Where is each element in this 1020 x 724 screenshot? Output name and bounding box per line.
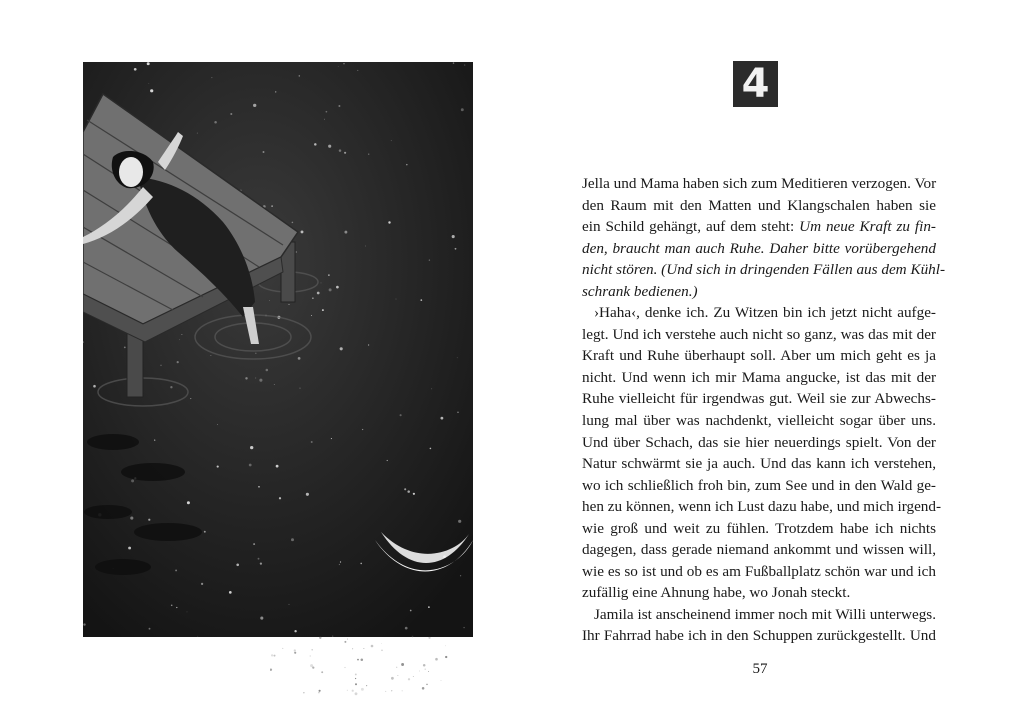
text-line: Kraft und Ruhe überhaupt soll. Aber um mich geht es ja	[582, 347, 936, 365]
text-line: wie es so ist und ob es am Fußballplatz schön war und ich	[582, 562, 936, 580]
text-line: zufällig eine Ahnung habe, wo Jonah steckt.	[582, 584, 851, 602]
page-number: 57	[752, 661, 768, 677]
chapter-number: 4	[733, 61, 778, 107]
text-line: dagegen, dass gerade niemand ankommt und wissen will,	[582, 541, 936, 559]
text-line: schrank bedienen.)	[582, 282, 698, 300]
text-line: wo ich schließlich froh bin, zum See und in den Wald ge-	[582, 476, 936, 494]
text-line: lung mal über was nachdenkt, vielleicht sogar über uns.	[582, 412, 936, 430]
paragraph	[582, 173, 946, 302]
text-line: Ruhe vielleicht für irgendwas gut. Weil sie zur Abwechs-	[582, 390, 936, 408]
text-line: den, braucht man auch Ruhe. Daher bitte vorübergehend	[582, 239, 936, 257]
text-line: Jella und Mama haben sich zum Meditieren verzogen. Vor	[582, 175, 937, 192]
text-line: ›Haha‹, denke ich. Zu Witzen bin ich jetzt nicht aufge-	[594, 304, 936, 322]
text-line: nicht. Und wenn ich mir Mama angucke, ist das mit der	[582, 368, 936, 386]
text-line: wie groß und weit zu fühlen. Trotzdem habe ich nichts	[582, 519, 936, 537]
text-line: den Raum mit den Matten und Klangschalen haben sie	[582, 196, 936, 214]
paragraph	[582, 302, 942, 604]
night-lake-illustration	[83, 62, 473, 637]
text-line: nicht stören. (Und sich in dringenden Fällen aus dem Kühl-	[582, 261, 946, 279]
paragraph	[582, 604, 936, 647]
text-line: legt. Und ich verstehe auch nicht so ganz, was das mit der	[582, 325, 936, 343]
text-line: Ihr Fahrrad habe ich in den Schuppen zurückgestellt. Und	[582, 627, 936, 645]
paint-splatter	[270, 635, 450, 715]
text-line: Natur schwärmt sie ja auch. Und das kann ich verstehen,	[582, 455, 936, 473]
body-text	[582, 173, 946, 647]
text-line: ein Schild gehängt, auf dem steht: Um neue Kraft zu fin-	[582, 218, 936, 236]
text-line: hen zu können, wenn ich Lust dazu habe, und mich irgend-	[582, 498, 942, 516]
dock-girl-artwork	[83, 62, 473, 637]
text-line: Jamila ist anscheinend immer noch mit Willi unterwegs.	[594, 605, 936, 623]
text-line: Und über Schach, das sie hier neuerdings spielt. Von der	[582, 433, 936, 451]
